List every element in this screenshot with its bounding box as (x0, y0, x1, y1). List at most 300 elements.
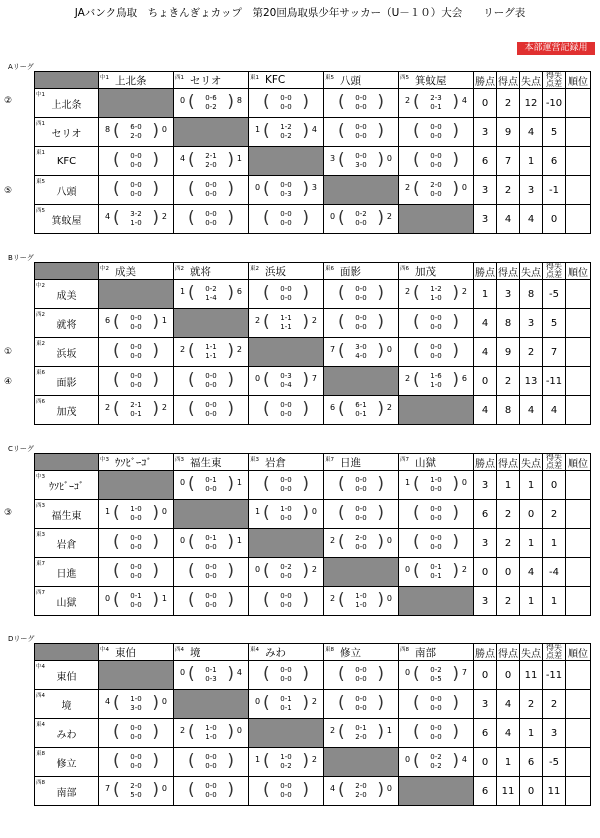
team-row (35, 719, 591, 748)
team-name: 東伯 (115, 646, 136, 659)
team-row (35, 500, 591, 529)
bracket-right: ) (452, 474, 459, 494)
team-name: 箕蚊屋 (415, 74, 447, 87)
second-half-score: 0-3 (205, 675, 217, 683)
bracket-left: ( (113, 370, 120, 390)
self-match-cell (249, 719, 324, 748)
bracket-left: ( (413, 532, 420, 552)
team-row (35, 558, 591, 587)
bracket-right: ) (302, 474, 309, 494)
first-half-score: 0-0 (355, 285, 367, 293)
column-team-header (174, 644, 249, 661)
column-team-header (174, 454, 249, 471)
second-half-score: 1-0 (430, 381, 442, 389)
stat-value: 0 (474, 367, 497, 396)
bracket-left: ( (263, 92, 270, 112)
stat-value: 4 (497, 719, 520, 748)
match-result (324, 471, 399, 500)
team-goals: 2 (405, 287, 411, 296)
second-half-score: 0-0 (430, 190, 442, 198)
team-goals: 1 (405, 478, 411, 487)
first-half-score: 0-0 (355, 94, 367, 102)
match-result (249, 471, 324, 500)
self-match-cell (399, 777, 474, 806)
league-table (34, 262, 591, 425)
match-result (249, 690, 324, 719)
header-row (35, 644, 591, 661)
team-goals: 0 (405, 565, 411, 574)
bracket-right: ) (227, 751, 234, 771)
opponent-goals: 1 (386, 726, 392, 735)
team-goals: 1 (105, 507, 111, 516)
first-half-score: 2-1 (205, 152, 217, 160)
stat-value: 3 (474, 118, 497, 147)
second-half-score: 0-0 (280, 675, 292, 683)
first-half-score: 0-0 (280, 782, 292, 790)
second-half-score: 0-0 (430, 132, 442, 140)
team-code: 東7 (325, 457, 334, 463)
stat-value: -10 (543, 89, 566, 118)
bracket-right: ) (377, 312, 384, 332)
team-goals: 1 (180, 287, 186, 296)
first-half-score: 0-0 (205, 401, 217, 409)
stat-value: 3 (474, 471, 497, 500)
stat-value: 0 (520, 777, 543, 806)
team-code: 西1 (36, 121, 45, 127)
stat-value: 8 (497, 309, 520, 338)
match-result (174, 89, 249, 118)
second-half-score: 1-4 (205, 294, 217, 302)
bracket-left: ( (413, 503, 420, 523)
team-goals: 0 (255, 374, 261, 383)
match-result (324, 338, 399, 367)
team-goals: 2 (330, 594, 336, 603)
first-half-score: 0-0 (130, 343, 142, 351)
match-result (249, 661, 324, 690)
match-result (99, 587, 174, 616)
opponent-goals: 0 (386, 594, 392, 603)
stat-header: 得失点差 (543, 454, 566, 471)
first-half-score: 0-0 (130, 181, 142, 189)
second-half-score: 0-0 (430, 514, 442, 522)
stat-header: 得失点差 (543, 263, 566, 280)
bracket-left: ( (113, 503, 120, 523)
league-table (34, 453, 591, 616)
stat-value (566, 558, 591, 587)
team-code: 西8 (36, 780, 45, 786)
bracket-right: ) (452, 722, 459, 742)
bracket-right: ) (227, 399, 234, 419)
team-row (35, 89, 591, 118)
second-half-score: 1-0 (430, 294, 442, 302)
team-code: 東5 (325, 75, 334, 81)
first-half-score: 2-1 (130, 401, 142, 409)
team-code: 中3 (36, 474, 45, 480)
column-team-header (99, 72, 174, 89)
second-half-score: 0-0 (205, 762, 217, 770)
match-result (174, 661, 249, 690)
bracket-right: ) (227, 780, 234, 800)
second-half-score: 0-0 (430, 323, 442, 331)
team-row (35, 661, 591, 690)
bracket-right: ) (452, 532, 459, 552)
second-half-score: 0-0 (280, 219, 292, 227)
row-team-header (35, 471, 99, 500)
match-result (249, 367, 324, 396)
row-team-header (35, 309, 99, 338)
team-row (35, 147, 591, 176)
team-name: 日進 (340, 456, 361, 469)
team-name: 福生東 (190, 456, 222, 469)
stat-value (566, 529, 591, 558)
bracket-left: ( (263, 312, 270, 332)
stat-header: 勝点 (474, 644, 497, 661)
stat-value: 3 (520, 309, 543, 338)
stat-value: 3 (474, 587, 497, 616)
bracket-right: ) (377, 532, 384, 552)
bracket-left: ( (263, 370, 270, 390)
team-name: KFC (265, 74, 286, 86)
bracket-right: ) (452, 179, 459, 199)
team-code: 西6 (400, 266, 409, 272)
first-half-score: 0-1 (205, 476, 217, 484)
bracket-right: ) (377, 121, 384, 141)
first-half-score: 0-0 (280, 666, 292, 674)
second-half-score: 0-0 (280, 572, 292, 580)
match-result (399, 529, 474, 558)
bracket-right: ) (452, 150, 459, 170)
first-half-score: 0-0 (430, 152, 442, 160)
bracket-left: ( (413, 722, 420, 742)
first-half-score: 1-6 (430, 372, 442, 380)
bracket-right: ) (302, 503, 309, 523)
match-result (399, 367, 474, 396)
bracket-left: ( (338, 780, 345, 800)
opponent-goals: 0 (161, 697, 167, 706)
stat-value: 1 (543, 587, 566, 616)
second-half-score: 1-0 (130, 219, 142, 227)
match-result (99, 338, 174, 367)
second-half-score: 2-0 (130, 132, 142, 140)
team-goals: 2 (180, 345, 186, 354)
bracket-left: ( (188, 283, 195, 303)
self-match-cell (174, 690, 249, 719)
first-half-score: 0-0 (355, 123, 367, 131)
team-code: 東4 (36, 722, 45, 728)
match-result (324, 661, 399, 690)
bracket-left: ( (338, 693, 345, 713)
team-name: 成美 (115, 265, 136, 278)
bracket-left: ( (413, 751, 420, 771)
team-code: 東7 (36, 561, 45, 567)
bracket-right: ) (302, 312, 309, 332)
team-name: 南部 (56, 787, 77, 799)
bracket-left: ( (113, 693, 120, 713)
second-half-score: 0-5 (430, 675, 442, 683)
team-code: 東3 (36, 532, 45, 538)
stat-value: 4 (474, 338, 497, 367)
bracket-left: ( (263, 693, 270, 713)
bracket-right: ) (152, 693, 159, 713)
first-half-score: 6-0 (130, 123, 142, 131)
first-half-score: 0-0 (205, 782, 217, 790)
bracket-right: ) (377, 92, 384, 112)
stat-value: 0 (474, 558, 497, 587)
team-goals: 1 (255, 125, 261, 134)
match-result (249, 748, 324, 777)
team-goals: 0 (255, 565, 261, 574)
stat-header: 得点 (497, 263, 520, 280)
first-half-score: 0-0 (355, 666, 367, 674)
team-goals: 0 (180, 536, 186, 545)
team-goals: 0 (180, 478, 186, 487)
second-half-score: 1-0 (355, 601, 367, 609)
bracket-left: ( (188, 179, 195, 199)
bracket-left: ( (113, 121, 120, 141)
second-half-score: 0-0 (280, 791, 292, 799)
bracket-left: ( (188, 474, 195, 494)
bracket-right: ) (452, 121, 459, 141)
second-half-score: 0-3 (280, 190, 292, 198)
bracket-right: ) (377, 722, 384, 742)
second-half-score: 0-1 (430, 103, 442, 111)
match-result (174, 280, 249, 309)
league-label: Bリーグ (8, 254, 34, 262)
self-match-cell (174, 309, 249, 338)
stat-value: 5 (543, 309, 566, 338)
column-team-header (324, 644, 399, 661)
match-result (99, 396, 174, 425)
stat-header: 順位 (566, 454, 591, 471)
first-half-score: 1-2 (280, 123, 292, 131)
match-result (174, 338, 249, 367)
header-row (35, 263, 591, 280)
bracket-left: ( (113, 751, 120, 771)
stat-value: 11 (543, 777, 566, 806)
match-result (99, 777, 174, 806)
match-result (399, 500, 474, 529)
match-result (174, 777, 249, 806)
stat-value: 0 (474, 748, 497, 777)
self-match-cell (324, 558, 399, 587)
first-half-score: 0-0 (130, 753, 142, 761)
stat-value: 1 (474, 280, 497, 309)
match-result (324, 719, 399, 748)
second-half-score: 0-0 (355, 514, 367, 522)
first-half-score: 0-0 (130, 563, 142, 571)
team-name: 岩倉 (265, 456, 286, 469)
team-name: 上北条 (51, 99, 82, 111)
stat-value (566, 500, 591, 529)
bracket-right: ) (452, 561, 459, 581)
column-team-header (399, 263, 474, 280)
self-match-cell (99, 661, 174, 690)
team-goals: 2 (330, 536, 336, 545)
stat-value (566, 471, 591, 500)
bracket-left: ( (263, 590, 270, 610)
first-half-score: 0-0 (355, 695, 367, 703)
opponent-goals: 0 (161, 125, 167, 134)
first-half-score: 0-0 (280, 210, 292, 218)
second-half-score: 1-1 (205, 352, 217, 360)
stat-header: 失点 (520, 644, 543, 661)
second-half-score: 0-0 (430, 733, 442, 741)
row-team-header (35, 367, 99, 396)
first-half-score: 1-0 (205, 724, 217, 732)
stat-value: 1 (520, 719, 543, 748)
bracket-left: ( (338, 92, 345, 112)
opponent-goals: 4 (461, 755, 467, 764)
bracket-right: ) (152, 312, 159, 332)
bracket-left: ( (188, 561, 195, 581)
first-half-score: 0-1 (205, 666, 217, 674)
first-half-score: 0-2 (205, 285, 217, 293)
column-team-header (399, 72, 474, 89)
rank-mark: ③ (4, 508, 13, 518)
match-result (324, 500, 399, 529)
bracket-right: ) (302, 399, 309, 419)
team-code: 西8 (400, 647, 409, 653)
stat-value: 7 (543, 338, 566, 367)
match-result (99, 176, 174, 205)
stat-value: 3 (543, 719, 566, 748)
team-name: 福生東 (51, 510, 82, 522)
first-half-score: 0-0 (280, 285, 292, 293)
first-half-score: 0-0 (205, 372, 217, 380)
bracket-right: ) (227, 590, 234, 610)
stat-value (566, 147, 591, 176)
bracket-left: ( (188, 341, 195, 361)
match-result (99, 690, 174, 719)
self-match-cell (324, 367, 399, 396)
bracket-left: ( (263, 780, 270, 800)
team-code: 中2 (36, 283, 45, 289)
stat-value: 2 (543, 500, 566, 529)
team-name: 修立 (340, 646, 361, 659)
team-goals: 1 (255, 755, 261, 764)
team-name: ｳｿﾋﾞｰｺﾞ (115, 456, 152, 469)
stat-value: 4 (520, 396, 543, 425)
bracket-left: ( (413, 370, 420, 390)
first-half-score: 0-0 (430, 724, 442, 732)
match-result (99, 147, 174, 176)
opponent-goals: 0 (161, 784, 167, 793)
bracket-right: ) (452, 312, 459, 332)
team-code: 西5 (36, 208, 45, 214)
team-name: 就将 (56, 319, 77, 331)
stat-value (566, 367, 591, 396)
match-result (99, 748, 174, 777)
second-half-score: 0-0 (130, 190, 142, 198)
bracket-left: ( (338, 208, 345, 228)
second-half-score: 0-0 (205, 381, 217, 389)
opponent-goals: 2 (236, 345, 242, 354)
second-half-score: 0-0 (280, 410, 292, 418)
team-name: 上北条 (115, 74, 147, 87)
first-half-score: 0-0 (355, 152, 367, 160)
stat-value: 9 (497, 338, 520, 367)
second-half-score: 0-0 (280, 485, 292, 493)
row-team-header (35, 690, 99, 719)
team-name: みわ (265, 646, 286, 659)
team-name: みわ (56, 729, 77, 741)
bracket-right: ) (227, 208, 234, 228)
stat-value: 3 (474, 690, 497, 719)
first-half-score: 0-0 (205, 592, 217, 600)
second-half-score: 0-0 (355, 543, 367, 551)
team-name: 面影 (340, 265, 361, 278)
bracket-left: ( (338, 664, 345, 684)
stat-header: 得失点差 (543, 72, 566, 89)
stat-value: 0 (497, 661, 520, 690)
team-row (35, 118, 591, 147)
bracket-right: ) (302, 92, 309, 112)
bracket-left: ( (263, 399, 270, 419)
second-half-score: 0-1 (430, 572, 442, 580)
first-half-score: 2-0 (430, 181, 442, 189)
match-result (249, 280, 324, 309)
bracket-right: ) (377, 693, 384, 713)
stat-value: 4 (497, 205, 520, 234)
match-result (249, 309, 324, 338)
self-match-cell (174, 500, 249, 529)
first-half-score: 2-0 (355, 534, 367, 542)
corner-cell (35, 644, 99, 661)
stat-value: 3 (520, 176, 543, 205)
first-half-score: 1-0 (280, 753, 292, 761)
second-half-score: 1-0 (205, 733, 217, 741)
first-half-score: 0-2 (355, 210, 367, 218)
match-result (174, 558, 249, 587)
column-team-header (174, 263, 249, 280)
opponent-goals: 2 (311, 755, 317, 764)
team-code: 西4 (36, 693, 45, 699)
stat-value: 0 (474, 89, 497, 118)
row-team-header (35, 280, 99, 309)
team-name: 南部 (415, 646, 436, 659)
match-result (99, 558, 174, 587)
match-result (174, 205, 249, 234)
bracket-left: ( (188, 780, 195, 800)
column-team-header (399, 454, 474, 471)
second-half-score: 0-4 (280, 381, 292, 389)
stat-value: 3 (474, 205, 497, 234)
team-code: 東1 (250, 75, 259, 81)
corner-cell (35, 263, 99, 280)
bracket-left: ( (338, 590, 345, 610)
opponent-goals: 0 (461, 183, 467, 192)
second-half-score: 2-0 (355, 791, 367, 799)
opponent-goals: 0 (386, 154, 392, 163)
rank-mark: ① (4, 347, 13, 357)
bracket-left: ( (113, 341, 120, 361)
stat-value: -1 (543, 176, 566, 205)
bracket-right: ) (152, 208, 159, 228)
team-goals: 7 (330, 345, 336, 354)
bracket-left: ( (263, 561, 270, 581)
stat-value: 1 (520, 471, 543, 500)
opponent-goals: 1 (161, 316, 167, 325)
first-half-score: 2-3 (430, 94, 442, 102)
team-code: 東1 (36, 150, 45, 156)
team-row (35, 309, 591, 338)
league-table (34, 71, 591, 234)
self-match-cell (399, 587, 474, 616)
stat-value (566, 661, 591, 690)
stat-value (566, 719, 591, 748)
bracket-left: ( (188, 370, 195, 390)
bracket-right: ) (227, 722, 234, 742)
